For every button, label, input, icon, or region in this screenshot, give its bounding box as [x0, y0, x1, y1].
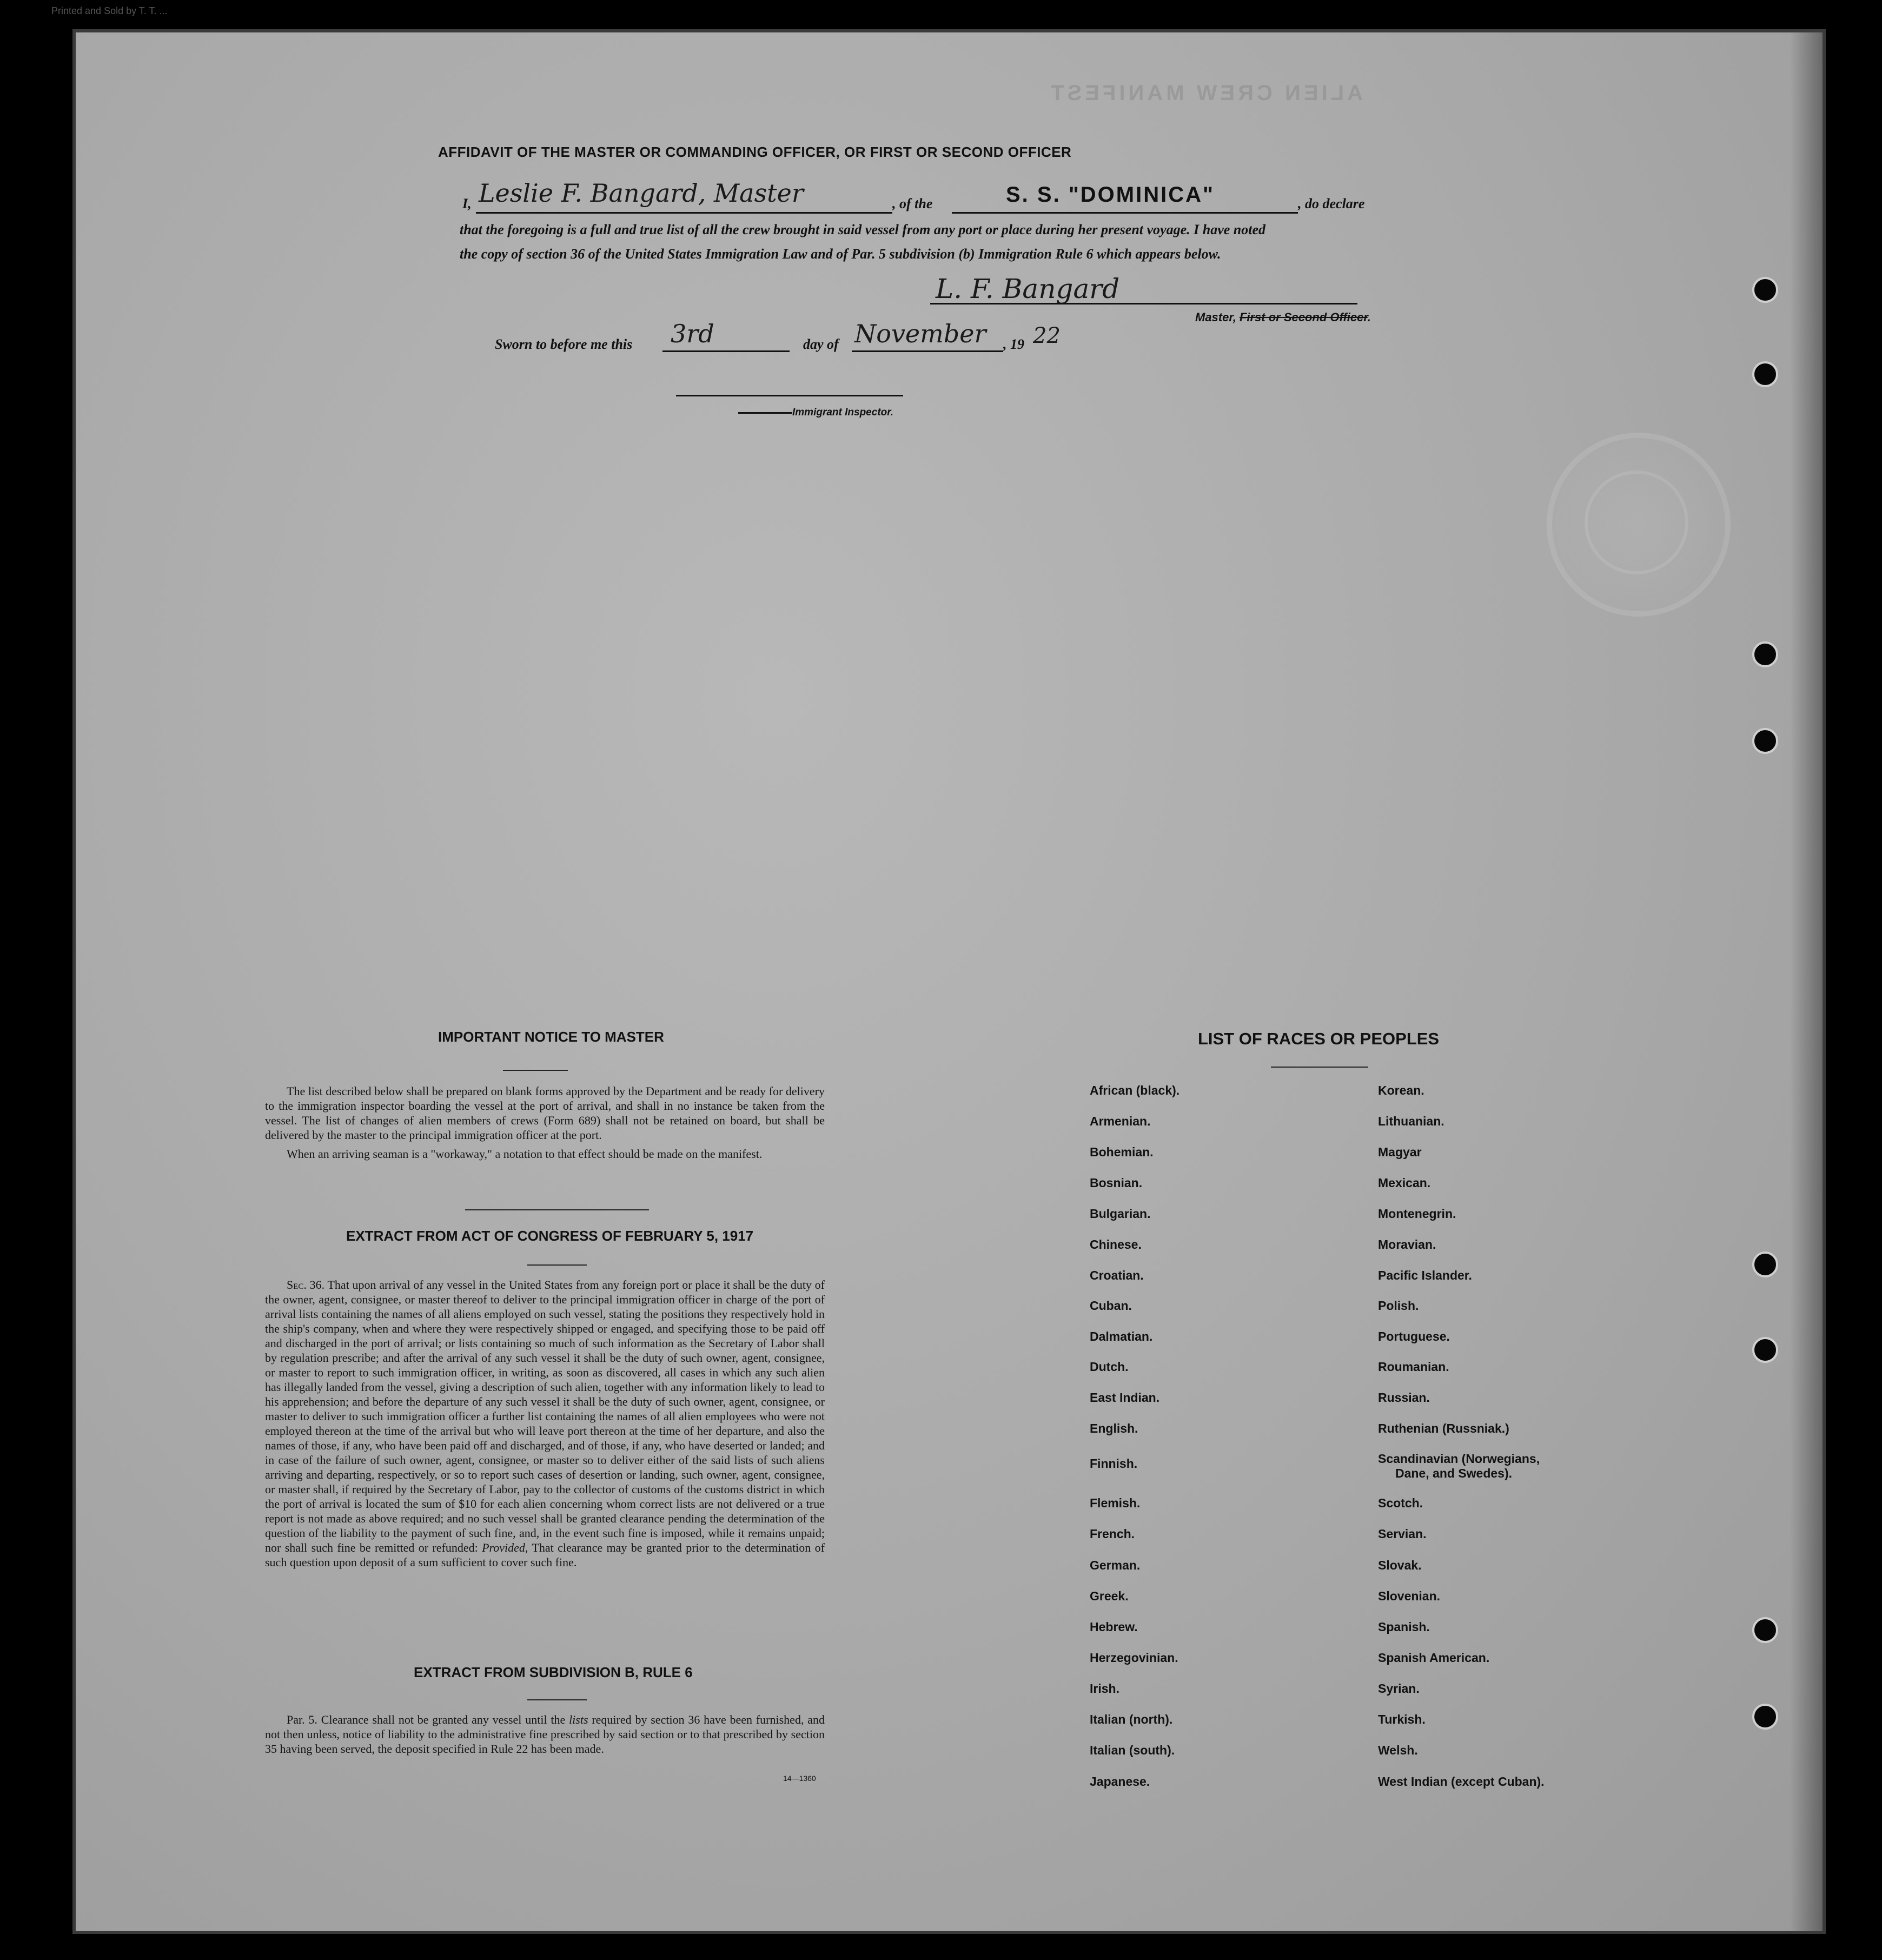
race-left-item: English.	[1090, 1421, 1138, 1435]
race-right-item: Pacific Islander.	[1378, 1268, 1472, 1282]
act-section-body: That upon arrival of any vessel in the United States from any foreign port or place it shall be the duty of the owner, agent, consignee, or master thereof to deliver to the principal immigration officer in charge of the port of arrival lists containing the names of all aliens employed on such vessel, stating the positions they respectively hold in the ship's company, when and where they were respectively shipped or engaged, and specifying those to be paid off and discharged in the port of arrival; or lists containing so much of such information as the Secretary of Labor shall by regulation prescribe; and after the arrival of any such vessel it shall be the duty of such owner, agent, consignee, or master to report to such immigration officer, in writing, as soon as discovered, all cases in which any such alien has illegally landed from the vessel, giving a description of such alien, together with any information likely to lead to his apprehension; and before the departure of any such vessel it shall be the duty of such owner, agent, consignee, or master to deliver to such immigration officer a further list containing the names of all alien employees who were not employed thereon at the time of the arrival but who will leave port thereon at the time of her departure, and also the names of those, if any, who have been paid off and discharged, and of those, if any, who have deserted or landed; and in case of the failure of such owner, agent, consignee, or master so to deliver either of the said lists of such aliens arriving and departing, respectively, or so to report such cases of desertion or landing, such owner, agent, consignee, or master shall, if required by the Secretary of Labor, pay to the collector of customs of the customs district in which the port of arrival is located the sum of $10 for each alien concerning whom correct lists are not delivered or a true report is not made as above required; and no such vessel shall be granted clearance pending the determination of the question of the liability to the payment of such fine, and, in the event such fine is imposed, while it remains unpaid; nor shall such fine be remitted or refunded:	[265, 1278, 825, 1554]
race-right-item: Mexican.	[1378, 1176, 1431, 1190]
declarant-prefix: I,	[462, 196, 472, 211]
officer-title-end: .	[1367, 310, 1371, 324]
act-extract-title: EXTRACT FROM ACT OF CONGRESS OF FEBRUARY 5, 1917	[346, 1228, 754, 1244]
notice-rule	[503, 1070, 568, 1071]
do-declare-label: , do declare	[1298, 196, 1365, 211]
vessel-name: S. S. "DOMINICA"	[1006, 183, 1215, 207]
embossed-seal	[1547, 433, 1731, 617]
binder-hole-5	[1752, 1252, 1778, 1277]
embossed-seal-center	[1585, 471, 1688, 574]
race-left-item: Cuban.	[1090, 1299, 1132, 1313]
race-right-item: Portuguese.	[1378, 1329, 1450, 1343]
race-left-item: African (black).	[1090, 1083, 1180, 1097]
binder-hole-7	[1752, 1617, 1778, 1643]
race-left-item: Hebrew.	[1090, 1620, 1138, 1634]
race-right-item: Slovak.	[1378, 1558, 1422, 1572]
affidavit-title: AFFIDAVIT OF THE MASTER OR COMMANDING OFFICER, OR FIRST OR SECOND OFFICER	[438, 144, 1072, 160]
race-right-item: Polish.	[1378, 1299, 1419, 1313]
declarant-handwritten: Leslie F. Bangard, Master	[479, 178, 804, 208]
day-of-label: day of	[803, 336, 839, 352]
sworn-month-line	[852, 350, 1003, 352]
sworn-prefix: Sworn to before me this	[495, 336, 633, 352]
race-left-item: Finnish.	[1090, 1456, 1138, 1471]
declarant-line	[476, 212, 892, 214]
race-right-item: Spanish.	[1378, 1620, 1430, 1634]
vessel-line	[952, 212, 1298, 214]
race-left-item: Irish.	[1090, 1681, 1119, 1696]
act-extract-text	[265, 1277, 825, 1574]
sworn-month-handwritten: November	[854, 319, 986, 348]
race-right-item: Slovenian.	[1378, 1589, 1441, 1603]
race-left-item: Italian (north).	[1090, 1712, 1173, 1726]
race-right-item: Roumanian.	[1378, 1360, 1449, 1374]
sworn-day-handwritten: 3rd	[671, 319, 714, 348]
binder-hole-8	[1752, 1704, 1778, 1730]
race-right-item: Moravian.	[1378, 1237, 1436, 1252]
year-handwritten: 22	[1033, 323, 1061, 348]
race-right-item: Servian.	[1378, 1527, 1427, 1541]
rule-text-a: Par. 5. Clearance shall not be granted any vessel until the	[287, 1713, 566, 1726]
race-right-item: Ruthenian (Russniak.)	[1378, 1421, 1509, 1435]
race-left-item: Croatian.	[1090, 1268, 1144, 1282]
rule-extract-text	[265, 1712, 825, 1760]
race-right-item: Scandinavian (Norwegians,	[1378, 1452, 1540, 1466]
officer-title-kept: Master,	[1195, 310, 1240, 324]
race-left-item: Italian (south).	[1090, 1743, 1175, 1757]
officer-title-label	[1195, 310, 1371, 325]
races-rule	[1271, 1067, 1368, 1068]
race-left-item: French.	[1090, 1527, 1135, 1541]
manifest-sheet	[76, 32, 1823, 1931]
page-edge-shadow	[1790, 32, 1823, 1931]
race-right-item: Turkish.	[1378, 1712, 1426, 1726]
race-left-item: Dutch.	[1090, 1360, 1129, 1374]
form-number: 14—1360	[783, 1774, 816, 1783]
binder-hole-2	[1752, 361, 1778, 387]
race-right-item: Korean.	[1378, 1083, 1424, 1097]
printer-imprint: Printed and Sold by T. T. ...	[51, 5, 168, 16]
notice-paragraph-1: The list described below shall be prepared on blank forms approved by the Department and be ready for delivery to the immigration inspector boarding the vessel at the port of arrival, and shall in no instance be taken from the vessel. The list of changes of alien members of crews (Form 689) shall not be retained on board, but shall be delivered by the master to the principal immigration officer at the port.	[265, 1084, 825, 1142]
race-right-item: Lithuanian.	[1378, 1114, 1444, 1128]
rule-extract-rule	[527, 1699, 587, 1700]
act-provided-label: Provided,	[482, 1541, 528, 1554]
race-left-item: Herzegovinian.	[1090, 1651, 1178, 1665]
inspector-short-line	[738, 412, 792, 414]
act-section-label: Sec. 36.	[287, 1278, 325, 1292]
race-left-item: Bohemian.	[1090, 1145, 1154, 1159]
notice-title: IMPORTANT NOTICE TO MASTER	[438, 1029, 664, 1045]
notice-divider	[465, 1209, 649, 1210]
act-extract-rule	[527, 1264, 587, 1266]
race-left-item: Armenian.	[1090, 1114, 1151, 1128]
sworn-day-line	[662, 350, 790, 352]
race-right-item: Magyar	[1378, 1145, 1422, 1159]
signature-line	[930, 303, 1357, 304]
race-right-item: West Indian (except Cuban).	[1378, 1774, 1545, 1789]
inspector-label: Immigrant Inspector.	[792, 407, 893, 418]
notice-text	[265, 1084, 825, 1166]
bleed-through-header: ALIEN CREW MANIFEST	[1048, 81, 1363, 105]
race-right-item: Welsh.	[1378, 1743, 1418, 1757]
race-right-item: Scotch.	[1378, 1496, 1423, 1510]
rule-lists-word: lists	[569, 1713, 588, 1726]
affidavit-line-3: the copy of section 36 of the United States Immigration Law and of Par. 5 subdivision (b) Immigration Rule 6 which appears below.	[460, 246, 1221, 262]
race-right-item: Syrian.	[1378, 1681, 1420, 1696]
race-left-item: Greek.	[1090, 1589, 1129, 1603]
race-left-item: Japanese.	[1090, 1774, 1150, 1789]
races-title: LIST OF RACES OR PEOPLES	[1198, 1029, 1440, 1048]
officer-title-struck: First or Second Officer	[1239, 310, 1368, 324]
race-right-item: Montenegrin.	[1378, 1207, 1456, 1221]
race-left-item: Bulgarian.	[1090, 1207, 1151, 1221]
binder-hole-4	[1752, 728, 1778, 754]
race-right-item: Russian.	[1378, 1390, 1430, 1405]
race-right-item: Spanish American.	[1378, 1651, 1490, 1665]
inspector-signature-line	[676, 395, 903, 396]
year-prefix: , 19	[1003, 336, 1024, 352]
race-right-item: Dane, and Swedes).	[1395, 1466, 1513, 1480]
master-signature: L. F. Bangard	[936, 273, 1120, 304]
race-left-item: East Indian.	[1090, 1390, 1160, 1405]
binder-hole-3	[1752, 641, 1778, 667]
race-left-item: Flemish.	[1090, 1496, 1141, 1510]
binder-hole-1	[1752, 277, 1778, 303]
notice-paragraph-2: When an arriving seaman is a "workaway," a notation to that effect should be made on the manifest.	[287, 1147, 763, 1161]
race-left-item: German.	[1090, 1558, 1141, 1572]
rule-extract-title: EXTRACT FROM SUBDIVISION B, RULE 6	[414, 1664, 693, 1680]
rule-text-b: required by section 36 have been furnished, and not then unless, notice of liability to the administrative fine prescribed by said section or to that prescribed by section 35 having been served, the deposit specified in Rule 22 has been made.	[265, 1713, 825, 1756]
affidavit-line-2: that the foregoing is a full and true list of all the crew brought in said vessel from any port or place during her present voyage. I have noted	[460, 222, 1266, 237]
race-left-item: Dalmatian.	[1090, 1329, 1153, 1343]
act-section-end: That clearance may be granted prior to the determination of such question upon deposit of a sum sufficient to cover such fine.	[265, 1541, 825, 1569]
race-left-item: Bosnian.	[1090, 1176, 1143, 1190]
race-left-item: Chinese.	[1090, 1237, 1142, 1252]
of-the-label: , of the	[892, 196, 933, 211]
binder-hole-6	[1752, 1337, 1778, 1363]
